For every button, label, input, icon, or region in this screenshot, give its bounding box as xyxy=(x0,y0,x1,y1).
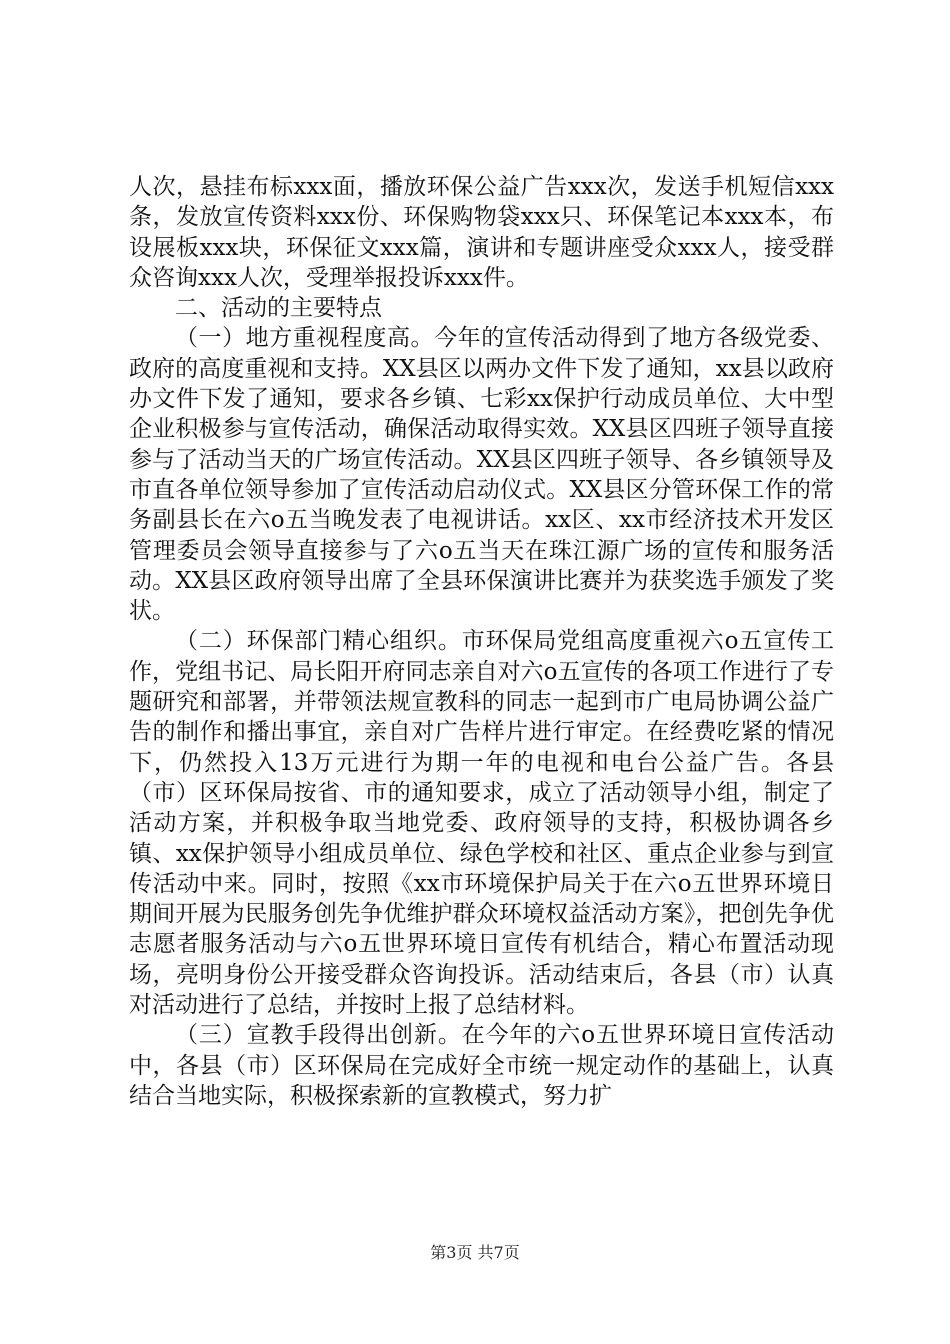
section-heading: 二、活动的主要特点 xyxy=(175,295,382,322)
document-body xyxy=(129,172,834,1111)
paragraph-local-attention: （一）地方重视程度高。今年的宣传活动得到了地方各级党委、政府的高度重视和支持。XX县区以两办文件下发了通知，xx县以政府办文件下发了通知，要求各乡镇、七彩xx保护行动成员单位、大中型企业积极参与宣传活动，确保活动取得实效。XX县区四班子领导直接参与了活动当天的广场宣传活动。XX县区四班子领导、各乡镇领导及市直各单位领导参加了宣传活动启动仪式。XX县区分管环保工作的常务副县长在六o五当晚发表了电视讲话。xx区、xx市经济技术开发区管理委员会领导直接参与了六o五当天在珠江源广场的宣传和服务活动。XX县区政府领导出席了全县环保演讲比赛并为获奖选手颁发了奖状。 xyxy=(129,325,834,625)
paragraph-continuation: 人次，悬挂布标xxx面，播放环保公益广告xxx次，发送手机短信xxx条，发放宣传资料xxx份、环保购物袋xxx只、环保笔记本xxx本，布设展板xxx块，环保征文xxx篇，演讲和专题讲座受众xxx人，接受群众咨询xxx人次，受理举报投诉xxx件。 xyxy=(129,174,834,291)
paragraph-innovation: （三）宣教手段得出创新。在今年的六o五世界环境日宣传活动中，各县（市）区环保局在完成好全市统一规定动作的基础上，认真结合当地实际，积极探索新的宣教模式，努力扩 xyxy=(129,1022,834,1109)
paragraph-department-organization: （二）环保部门精心组织。市环保局党组高度重视六o五宣传工作，党组书记、局长阳开府同志亲自对六o五宣传的各项工作进行了专题研究和部署，并带领法规宣教科的同志一起到市广电局协调公益广告的制作和播出事宜，亲自对广告样片进行审定。在经费吃紧的情况下，仍然投入13万元进行为期一年的电视和电台公益广告。各县（市）区环保局按省、市的通知要求，成立了活动领导小组，制定了活动方案，并积极争取当地党委、政府领导的支持，积极协调各乡镇、xx保护领导小组成员单位、绿色学校和社区、重点企业参与到宣传活动中来。同时，按照《xx市环境保护局关于在六o五世界环境日期间开展为民服务创先争优维护群众环境权益活动方案》，把创先争优志愿者服务活动与六o五世界环境日宣传有机结合，精心布置活动现场，亮明身份公开接受群众咨询投诉。活动结束后，各县（市）认真对活动进行了总结，并按时上报了总结材料。 xyxy=(129,628,834,1019)
page-number-footer: 第3页 共7页 xyxy=(430,1243,520,1262)
